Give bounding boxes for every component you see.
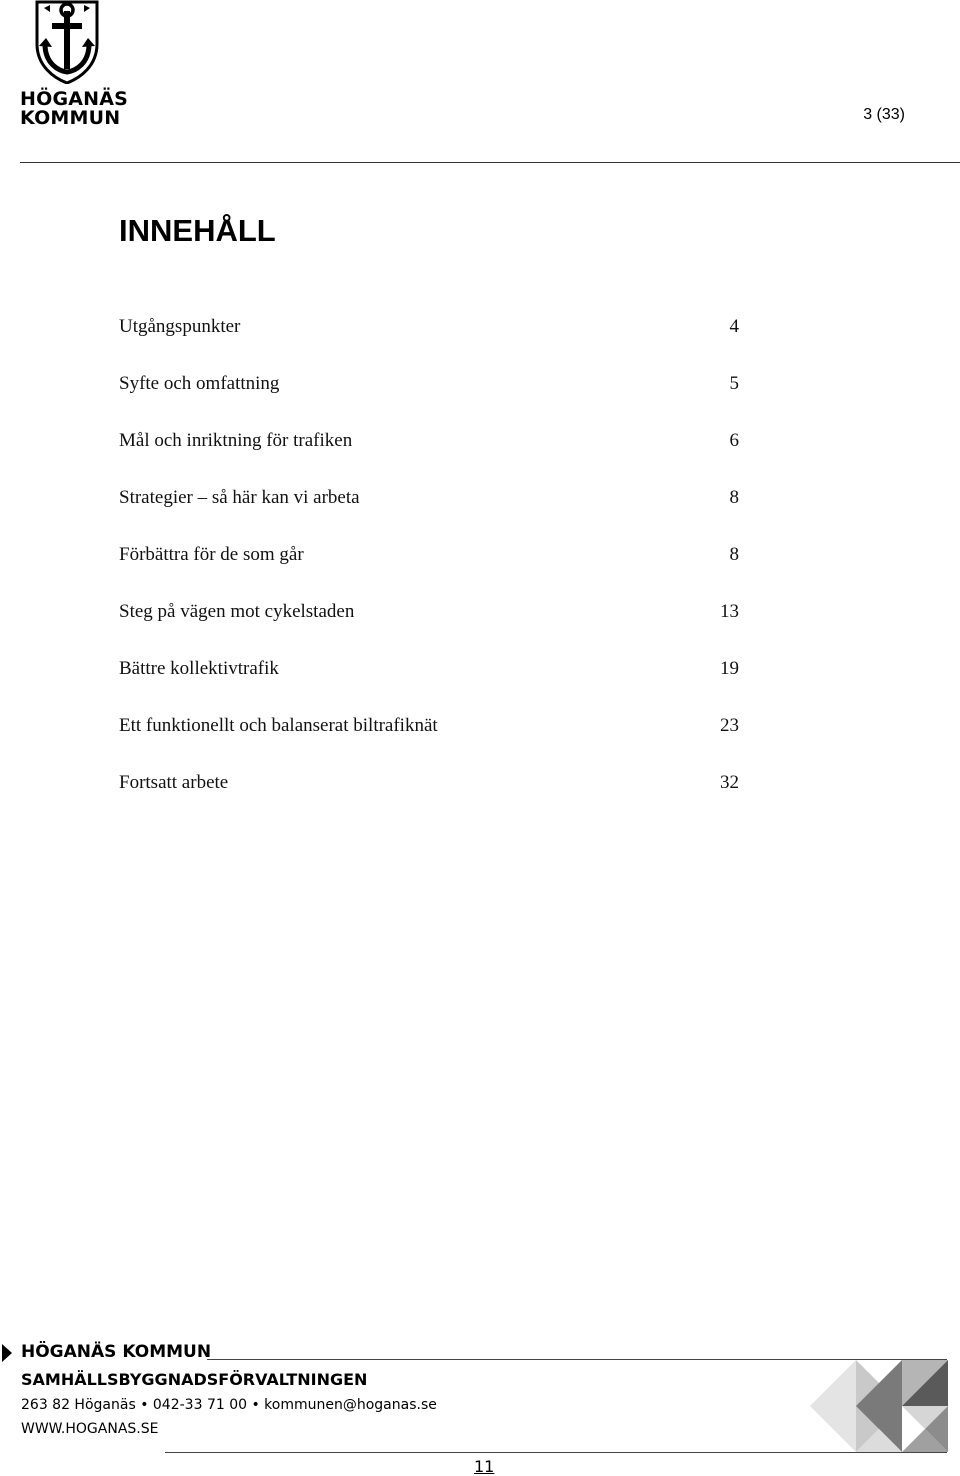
toc-item-label: Förbättra för de som går [119, 544, 304, 565]
footer-bottom-rule [165, 1452, 947, 1453]
toc-item-label: Strategier – så här kan vi arbeta [119, 487, 360, 508]
decorative-triangles-graphic [810, 1360, 950, 1452]
toc-list [119, 316, 739, 829]
toc-item-page: 32 [720, 772, 739, 793]
footer-website: WWW.HOGANAS.SE [21, 1421, 159, 1437]
logo-line2: KOMMUN [20, 107, 121, 129]
toc-item-page: 4 [729, 316, 739, 337]
arrow-right-icon [2, 1344, 12, 1362]
toc-item [119, 715, 739, 772]
toc-item-label: Utgångspunkter [119, 316, 241, 337]
toc-item-label: Steg på vägen mot cykelstaden [119, 601, 355, 622]
toc-item-label: Fortsatt arbete [119, 772, 229, 793]
toc-item-label: Bättre kollektivtrafik [119, 658, 279, 679]
toc-item-page: 6 [729, 430, 739, 451]
footer-contact: 263 82 Höganäs • 042-33 71 00 • kommunen@hoganas.se [21, 1397, 437, 1413]
toc-item [119, 544, 739, 601]
footer-page-number: 11 [474, 1457, 495, 1476]
toc-item [119, 316, 739, 373]
toc-item-page: 23 [720, 715, 739, 736]
anchor-shield-icon [34, 0, 100, 84]
toc-item-page: 13 [720, 601, 739, 622]
toc-item [119, 487, 739, 544]
footer-org: HÖGANÄS KOMMUN [21, 1342, 212, 1362]
toc-item [119, 430, 739, 487]
toc-item [119, 601, 739, 658]
footer-department: SAMHÄLLSBYGGNADSFÖRVALTNINGEN [21, 1370, 368, 1389]
toc-item-label: Mål och inriktning för trafiken [119, 430, 353, 451]
toc-item-page: 19 [720, 658, 739, 679]
toc-item-page: 8 [729, 487, 739, 508]
toc-item [119, 373, 739, 430]
toc-item-label: Syfte och omfattning [119, 373, 280, 394]
toc-title: INNEHÅLL [119, 213, 276, 248]
logo-line1: HÖGANÄS [20, 88, 129, 110]
toc-item [119, 772, 739, 829]
header-rule [20, 162, 960, 163]
hoganas-logo [18, 0, 129, 130]
toc-item-page: 5 [729, 373, 739, 394]
toc-item [119, 658, 739, 715]
toc-item-label: Ett funktionellt och balanserat biltrafiknät [119, 715, 438, 736]
page-number: 3 (33) [863, 106, 905, 123]
toc-item-page: 8 [729, 544, 739, 565]
